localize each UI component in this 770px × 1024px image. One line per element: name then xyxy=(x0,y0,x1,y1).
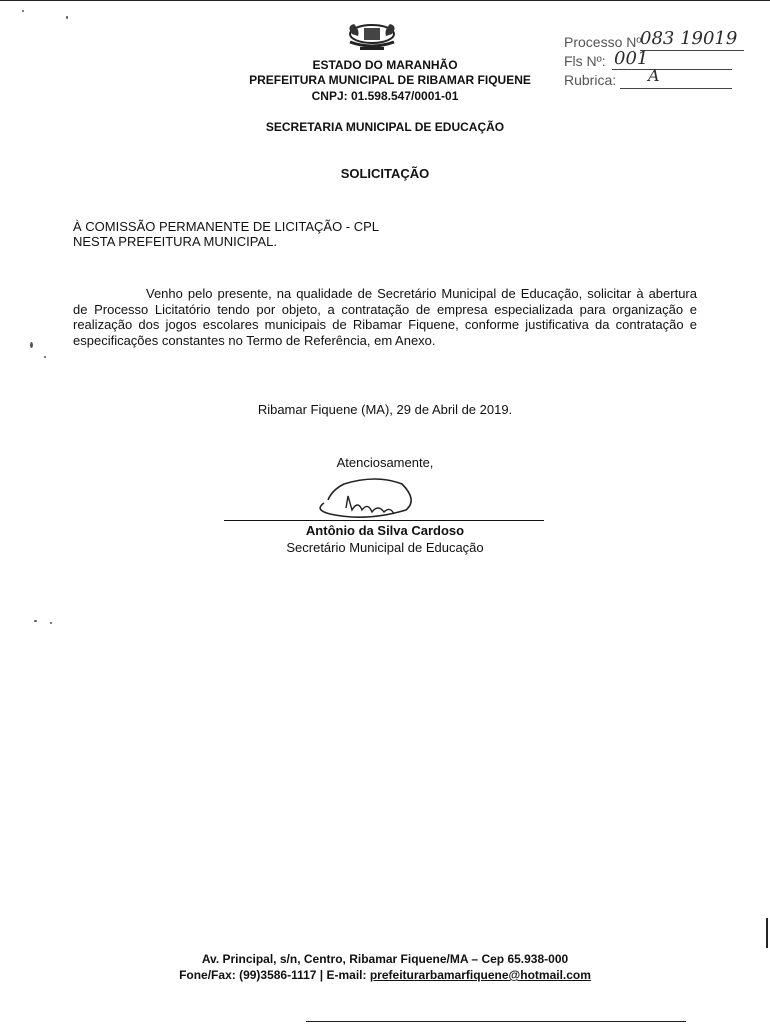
scan-speck xyxy=(66,16,68,19)
footer-email-link[interactable]: prefeiturarbamarfiquene@hotmail.com xyxy=(369,968,591,982)
scan-speck xyxy=(50,622,52,624)
footer-contact xyxy=(0,968,770,982)
department-heading: SECRETARIA MUNICIPAL DE EDUCAÇÃO xyxy=(265,120,505,134)
coat-of-arms-icon xyxy=(340,20,404,52)
stamp-fls-value: 001 xyxy=(614,48,649,69)
stamp-rubrica-line xyxy=(620,88,732,89)
bottom-scan-line xyxy=(306,1021,686,1022)
scan-speck xyxy=(44,356,46,358)
stamp-fls-label: Fls Nº: xyxy=(564,53,606,69)
stamp-rubrica-value: A xyxy=(648,66,660,85)
header-state: ESTADO DO MARANHÃO xyxy=(312,58,458,72)
scan-speck xyxy=(30,342,33,348)
handwritten-signature-icon xyxy=(306,470,426,525)
top-border xyxy=(0,0,770,1)
stamp-processo-line xyxy=(640,50,744,51)
closing-text: Atenciosamente, xyxy=(336,455,434,470)
signature-line xyxy=(224,520,544,521)
document-title: SOLICITAÇÃO xyxy=(340,166,430,181)
stamp-processo-value: 083 19019 xyxy=(640,28,738,49)
stamp-rubrica-label: Rubrica: xyxy=(564,72,617,88)
stamp-fls-line xyxy=(612,69,732,70)
scan-speck xyxy=(22,10,24,12)
footer-address: Av. Principal, s/n, Centro, Ribamar Fiquene/MA – Cep 65.938-000 xyxy=(201,952,569,966)
signatory-name: Antônio da Silva Cardoso xyxy=(305,523,465,538)
scan-edge-mark xyxy=(766,918,768,948)
signatory-role: Secretário Municipal de Educação xyxy=(286,540,484,555)
footer-phone: Fone/Fax: (99)3586-1117 | E-mail: xyxy=(179,968,370,982)
addressee-line-2: NESTA PREFEITURA MUNICIPAL. xyxy=(73,234,277,249)
header-cnpj: CNPJ: 01.598.547/0001-01 xyxy=(311,89,459,103)
header-municipality: PREFEITURA MUNICIPAL DE RIBAMAR FIQUENE xyxy=(249,73,531,87)
addressee-line-1: À COMISSÃO PERMANENTE DE LICITAÇÃO - CPL xyxy=(73,219,380,234)
stamp-processo-label: Processo Nº xyxy=(564,34,642,50)
date-line: Ribamar Fiquene (MA), 29 de Abril de 2019. xyxy=(257,402,513,417)
scan-speck xyxy=(34,620,37,622)
body-paragraph: Venho pelo presente, na qualidade de Secretário Municipal de Educação, solicitar à abertura de Processo Licitatório tendo por objeto, a contratação de empresa especializada para organização e realização dos jogos escolares municipais de Ribamar Fiquene, conforme justificativa da contratação e especificações constantes no Termo de Referência, em Anexo. xyxy=(73,286,697,348)
